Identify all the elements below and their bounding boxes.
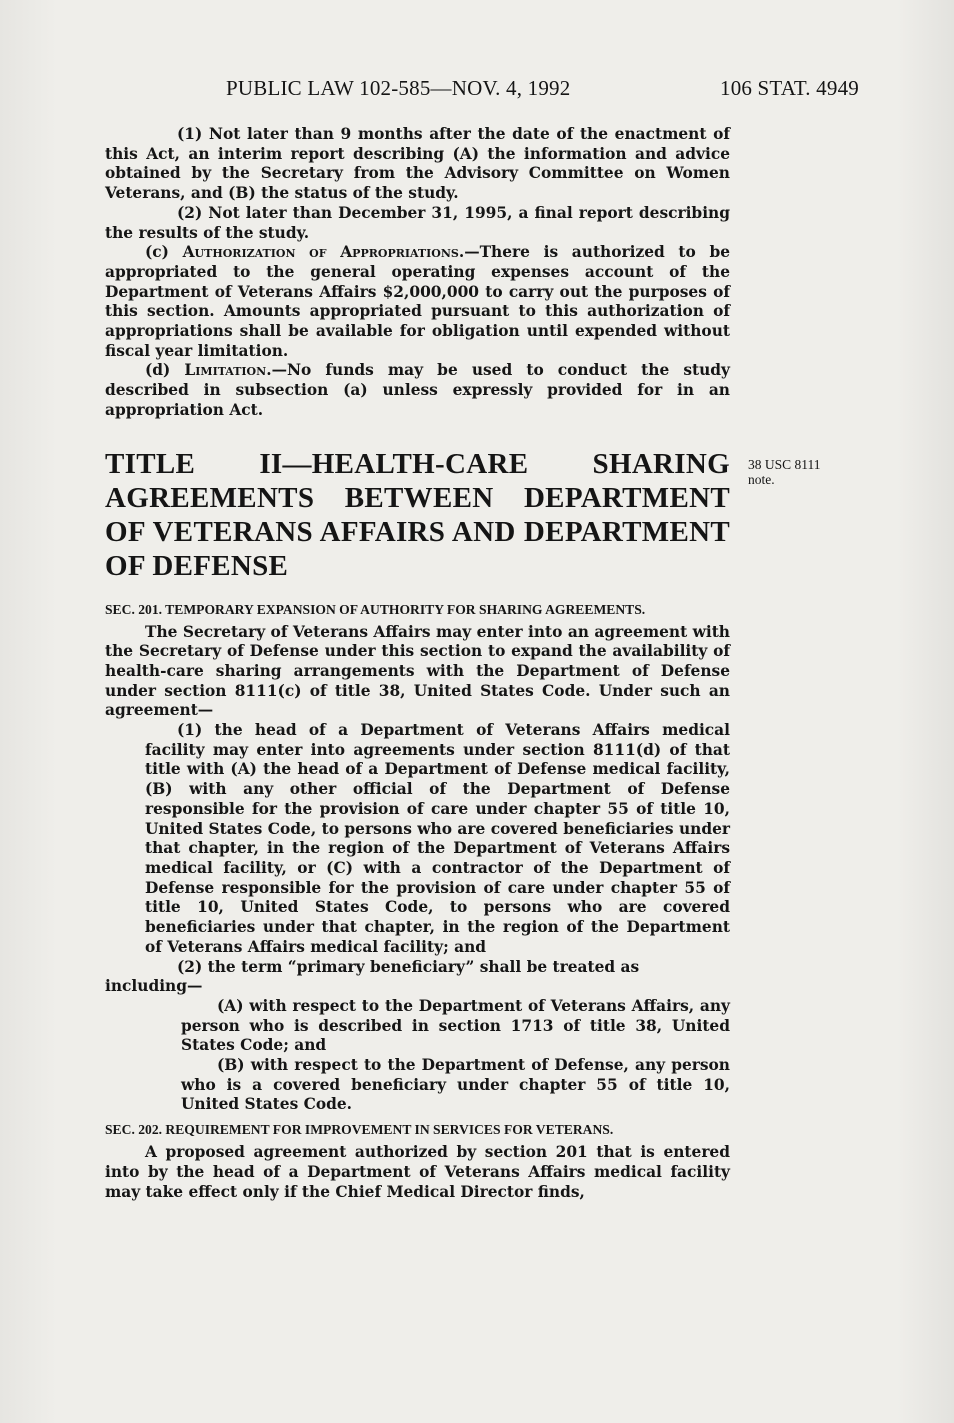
- subsection-d: [105, 361, 730, 420]
- section-201-item-1: (1) the head of a Department of Veterans Affairs medical facility may enter into agreements under section 8111(d) of that title with (A) the head of a Department of Defense medical facility, (B) with any other official of the Department of Defense responsible for the provision of care under chapter 55 of title 10, United States Code, to persons who are covered beneficiaries under that chapter, in the region of the Department of Veterans Affairs medical facility, or (C) with a contractor of the Department of Defense responsible for the provision of care under chapter 55 of title 10, United States Code, to persons who are covered beneficiaries under that chapter, in the region of the Department of Veterans Affairs medical facility; and: [145, 721, 730, 956]
- section-202-intro: A proposed agreement authorized by section 201 that is entered into by the head of a Department of Veterans Affairs medical facility may take effect only if the Chief Medical Director finds,: [105, 1143, 730, 1201]
- running-head: PUBLIC LAW 102-585—NOV. 4, 1992: [226, 76, 571, 100]
- subsection-c-label: (c): [145, 243, 169, 262]
- section-201-item-2-continuation: including—: [105, 977, 203, 996]
- section-201-item-b: (B) with respect to the Department of Defense, any person who is a covered beneficiary under chapter 55 of title 10, United States Code.: [181, 1056, 730, 1114]
- subsection-d-text: —No funds may be used to conduct the study described in subsection (a) unless expressly provided for in an appropriation Act.: [105, 361, 730, 419]
- subsection-c-text: —There is authorized to be appropriated to the general operating expenses account of the Department of Veterans Affairs $2,000,000 to carry out the purposes of this section. Amounts appropriated pursuant to this authorization of appropriations shall be available for obligation until expended without fiscal year limitation.: [105, 243, 731, 360]
- section-202-heading: SEC. 202. REQUIREMENT FOR IMPROVEMENT IN SERVICES FOR VETERANS.: [105, 1122, 614, 1138]
- subsection-d-heading: Limitation.: [184, 361, 272, 380]
- section-201-intro: The Secretary of Veterans Affairs may enter into an agreement with the Secretary of Defense under this section to expand the availability of health-care sharing arrangements with the Department of Defense under section 8111(c) of title 38, United States Code. Under such an agreement—: [105, 622, 730, 720]
- subsection-c-heading: Authorization of Appropriations.: [182, 243, 465, 262]
- title-heading: TITLE II—HEALTH-CARE SHARING AGREEMENTS BETWEEN DEPARTMENT OF VETERANS AFFAIRS AND DEPARTMENT OF DEFENSE: [105, 447, 730, 582]
- margin-citation-line1: 38 USC 8111: [748, 457, 821, 472]
- paragraph-1: (1) Not later than 9 months after the date of the enactment of this Act, an interim report describing (A) the information and advice obtained by the Secretary from the Advisory Committee on Women Veterans, and (B) the status of the study.: [105, 125, 730, 203]
- paragraph-2: (2) Not later than December 31, 1995, a final report describing the results of the study.: [105, 203, 730, 242]
- section-201-heading: SEC. 201. TEMPORARY EXPANSION OF AUTHORITY FOR SHARING AGREEMENTS.: [105, 601, 646, 617]
- subsection-c: [105, 243, 730, 361]
- margin-citation-line2: note.: [748, 472, 775, 487]
- subsection-d-label: (d): [145, 361, 171, 380]
- margin-citation: [748, 457, 821, 487]
- section-201-item-a: (A) with respect to the Department of Veterans Affairs, any person who is described in section 1713 of title 38, United States Code; and: [181, 996, 730, 1055]
- stat-page-number: 106 STAT. 4949: [720, 76, 859, 100]
- page-header: [0, 76, 954, 102]
- section-201-item-2: (2) the term “primary beneficiary” shall be treated as: [177, 957, 640, 976]
- document-body: [105, 125, 730, 1202]
